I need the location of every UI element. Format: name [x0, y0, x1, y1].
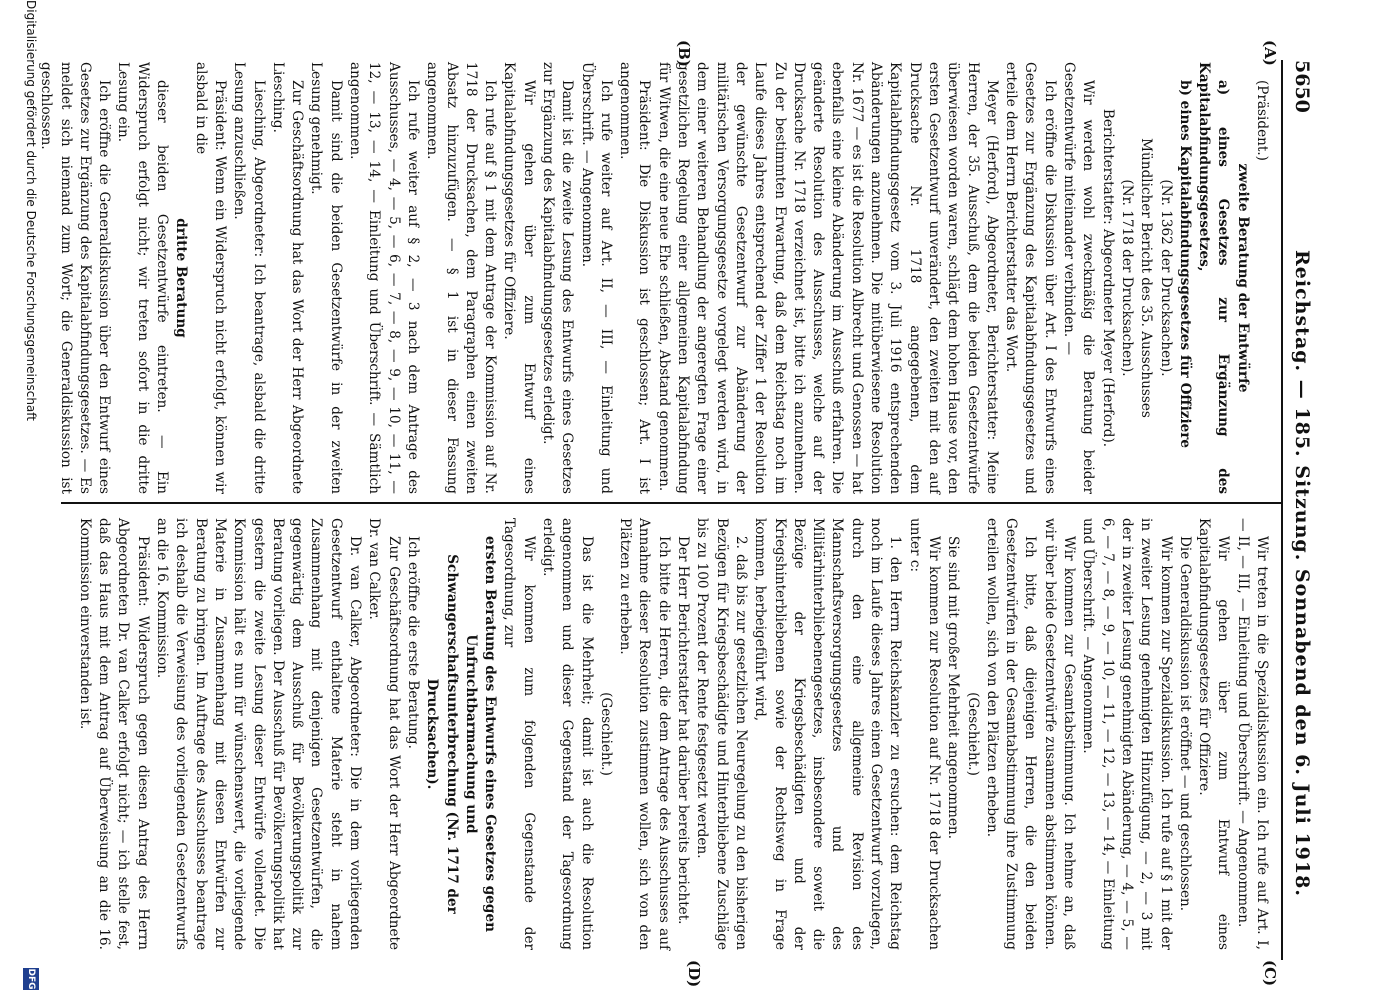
paragraph: Die Generaldiskussion ist eröffnet — und geschlossen. [1176, 536, 1193, 912]
footer-credit: Digitalisierung gefördert durch die Deutsche Forschungsgemeinschaft [24, 0, 38, 422]
dfg-logo-icon: DFG [23, 968, 39, 990]
paragraph: Wir gehen über zum Entwurf eines Kapitalabfindungsgesetzes für Offiziere. [501, 62, 537, 494]
left-column [36, 62, 1271, 494]
speech-liesching: Liesching, Abgeordneter: Ich beantrage, alsbald die dritte Lesung anzuschließen. [231, 62, 267, 494]
margin-marker-d: (D) [685, 960, 703, 988]
paragraph: Wir werden wohl zweckmäßig die Beratung beider Gesetzentwürfe miteinander verbinden. — [1061, 62, 1097, 494]
paragraph: (Nr. 1362 der Drucksachen). [1157, 179, 1174, 377]
paragraph: Sie sind mit großer Mehrheit angenommen. [945, 536, 962, 840]
agenda-item-b: b) eines Kapitalabfindungsgesetzes für Offiziere [1176, 80, 1193, 449]
section-heading: ersten Beratung des Entwurfs eines Gesetzes gegen Unfruchtbarmachung und Schwangerschaftsunterbrechung (Nr. 1717 der Drucksachen). [424, 536, 499, 932]
paragraph: Das ist die Mehrheit; damit ist auch die Resolution angenommen und dieser Gegenstand der Tagesordnung erledigt. [540, 518, 595, 950]
page-header [1283, 60, 1313, 950]
paragraph: Präsident: Die Diskussion ist geschlossen; Art. I ist angenommen. [617, 62, 653, 494]
resolution-item-2: 2. daß bis zur gesetzlichen Neuregelung zu den bisherigen Bezügen für Kriegsbeschädigte und Hinterbliebene Zuschläge bis zu 100 Prozent der Rente festgesetzt werden. [694, 518, 749, 950]
agenda-item-a: a) eines Gesetzes zur Ergänzung des Kapitalabfindungsgesetzes, [1196, 62, 1232, 494]
column-divider [61, 502, 1281, 504]
header-rule [1281, 60, 1283, 960]
page-title: Reichstag. — 185. Sitzung. Sonnabend den 6. Juli 1918. [1291, 250, 1313, 897]
paragraph: Damit sind die beiden Gesetzentwürfe in der zweiten Lesung genehmigt. [308, 62, 344, 494]
paragraph: Präsident: Wenn ein Widerspruch nicht erfolgt, können wir alsbald in die [192, 62, 228, 494]
paragraph: Zur Geschäftsordnung hat das Wort der Herr Abgeordnete Liesching. [269, 62, 306, 494]
paragraph: Ich rufe auf § 1 mit dem Antrage der Kommission auf Nr. 1718 der Drucksachen, dem Paragraphen einen zweiten Absatz hinzuzufügen. — § 1 ist in dieser Fassung angenommen. [424, 62, 499, 494]
paragraph: Ich eröffne die erste Beratung. [404, 536, 421, 749]
paragraph: Ich bitte, daß diejenigen Herren, die den beiden Gesetzentwürfen in der Gesamtabstimmung ihre Zustimmung erteilen wollen, sich von den Plätzen erheben. [983, 518, 1039, 950]
paragraph: Wir kommen zur Gesamtabstimmung. Ich nehme an, daß wir über beide Gesetzentwürfe zusammen abstimmen können. [1041, 518, 1078, 950]
paragraph: Mündlicher Bericht des 35. Ausschusses [1138, 138, 1155, 418]
right-column [75, 518, 1271, 950]
paragraph: dieser beiden Gesetzentwürfe eintreten. — Ein Widerspruch erfolgt nicht; wir treten sofort in die dritte Lesung ein. [115, 62, 171, 494]
paragraph: (Nr. 1718 der Drucksachen). [1118, 179, 1135, 377]
speech-meyer: Meyer (Herford), Abgeordneter, Berichterstatter: Meine Herren, der 35. Ausschuß, dem die beiden Gesetzentwürfe überwiesen worden waren, schlägt dem hohen Hause vor, den ersten Gesetzentwurf unverändert, den zweiten mit den auf Drucksache Nr. 1718 angegebenen, dem Kapitalabfindungsgesetz vom 3. Juli 1916 entsprechenden Abänderungen anzunehmen. Die mitüberwiesene Resolution Nr. 1677 — es ist die Resolution Albrecht und Genossen — hat ebenfalls eine kleine Abänderung im Ausschuß erfahren. Die geänderte Resolution des Ausschusses, welche auf der Drucksache Nr. 1718 verzeichnet ist, bitte ich anzunehmen. Zu der bestimmten Erwartung, daß dem Reichstag noch im Laufe dieses Jahres entsprechend der Ziffer 1 der Resolution der gewünschte Gesetzentwurf zur Abänderung der militärischen Versorgungsgesetze vorgelegt werden wird, in dem einer weiteren Behandlung der angeregten Frage einer gesetzlichen Regelung einer allgemeinen Kapitalabfindung für Witwen, die eine neue Ehe schließen, Abstand genommen. [655, 62, 1000, 494]
paragraph: Ich bitte die Herren, die dem Antrage des Ausschusses auf Annahme dieser Resolution zustimmen wollen, sich von den Plätzen zu erheben. [617, 518, 672, 950]
paragraph: Wir treten in die Spezialdiskussion ein. Ich rufe auf Art. I, — II, — III, — Einleitung und Überschrift. — Angenommen. [1234, 518, 1270, 950]
paragraph: Ich rufe weiter auf Art. II, — III, — Einleitung und Überschrift. — Angenommen. [578, 62, 614, 494]
margin-marker-c: (C) [1261, 960, 1279, 987]
paragraph: Wir gehen über zum Entwurf eines Kapitalabfindungsgesetzes für Offiziere. [1196, 518, 1232, 950]
paragraph: Ich rufe weiter auf § 2, — 3 nach dem Antrage des Ausschusses, — 4, — 5, — 6, — 7, — 8, — 9, — 10, — 11, — 12, — 13, — 14, — Einleitung und Überschrift. — Sämtlich angenommen. [347, 62, 421, 494]
paragraph: Wir kommen zum folgenden Gegenstande der Tagesordnung, zur [501, 518, 537, 950]
speech-van-calker: Dr. van Calker, Abgeordneter: Die in dem vorliegenden Gesetzentwurf enthaltene Materie steht in nahem Zusammenhang mit denjenigen Gesetzentwürfen, die gegenwärtig dem Ausschuß für Bevölkerungspolitik zur Beratung vorliegen. Der Ausschuß für Bevölkerungspolitik hat gestern die zweite Lesung dieser Entwürfe vollendet. Die Kommission hält es nun für wünschenswert, die vorliegende Materie in Zusammenhang mit diesen Entwürfen zur Beratung zu bringen. Im Auftrage des Ausschusses beantrage ich deshalb die Verweisung des vorliegenden Gesetzentwurfs an die 16. Kommission. [154, 518, 364, 950]
speaker-note: (Präsident.) [1254, 80, 1270, 161]
section-heading: dritte Beratung [173, 218, 190, 338]
resolution-item-1: 1. den Herrn Reichskanzler zu ersuchen: dem Reichstag noch im Laufe dieses Jahres einen Gesetzentwurf vorzulegen, durch den eine allgemeine Revision des Mannschaftsversorgungsgesetzes und des Militärhinterbliebenengesetzes, insbesondere soweit die Bezüge der Kriegsbeschädigten und der Kriegshinterbliebenen sowie der Rechtsweg in Frage kommen, herbeigeführt wird, [752, 518, 904, 950]
stage-direction: (Geschieht.) [964, 692, 981, 776]
stage-direction: (Geschieht.) [597, 692, 614, 776]
paragraph: Wir kommen zur Spezialdiskussion. Ich rufe auf § 1 mit der in zweiter Lesung genehmigten Hinzufügung, — 2, — 3 mit der in zweiter Lesung genehmigten Abänderung, — 4, — 5, — 6, — 7, — 8, — 9, — 10, — 11, — 12, — 13, — 14, — Einleitung und Überschrift. — Angenommen. [1080, 518, 1174, 950]
margin-marker-b: (B) [675, 40, 693, 67]
paragraph: Wir kommen zur Resolution auf Nr. 1718 der Drucksachen unter c: [906, 518, 942, 950]
paragraph: Damit ist die zweite Lesung des Entwurfs eines Gesetzes zur Ergänzung des Kapitalabfindungsgesetzes erledigt. [540, 62, 576, 494]
paragraph: Ich eröffne die Generaldiskussion über den Entwurf eines Gesetzes zur Ergänzung des Kapitalabfindungsgesetzes. — Es meldet sich niemand zum Wort; die Generaldiskussion ist geschlossen. [38, 62, 113, 494]
paragraph: Zur Geschäftsordnung hat das Wort der Herr Abgeordnete Dr. van Calker. [366, 518, 402, 950]
paragraph: Der Herr Berichterstatter hat darüber bereits berichtet. [675, 536, 692, 925]
paragraph: Berichterstatter: Abgeordneter Meyer (Herford). [1099, 108, 1116, 448]
page-number: 5650 [1291, 60, 1313, 113]
agenda-heading: zweite Beratung der Entwürfe [1234, 163, 1251, 393]
speech-president: Präsident: Widerspruch gegen diesen Antrag des Herrn Abgeordneten Dr. van Calker erfolgt nicht; — ich stelle fest, daß das Haus mit dem Antrag auf Überweisung an die 16. Kommission einverstanden ist. [76, 518, 151, 950]
paragraph: Ich eröffne die Diskussion über Art. I des Entwurfs eines Gesetzes zur Ergänzung des Kapitalabfindungsgesetzes und erteile dem Herrn Berichterstatter das Wort. [1003, 62, 1058, 494]
margin-marker-a: (A) [1261, 40, 1279, 66]
